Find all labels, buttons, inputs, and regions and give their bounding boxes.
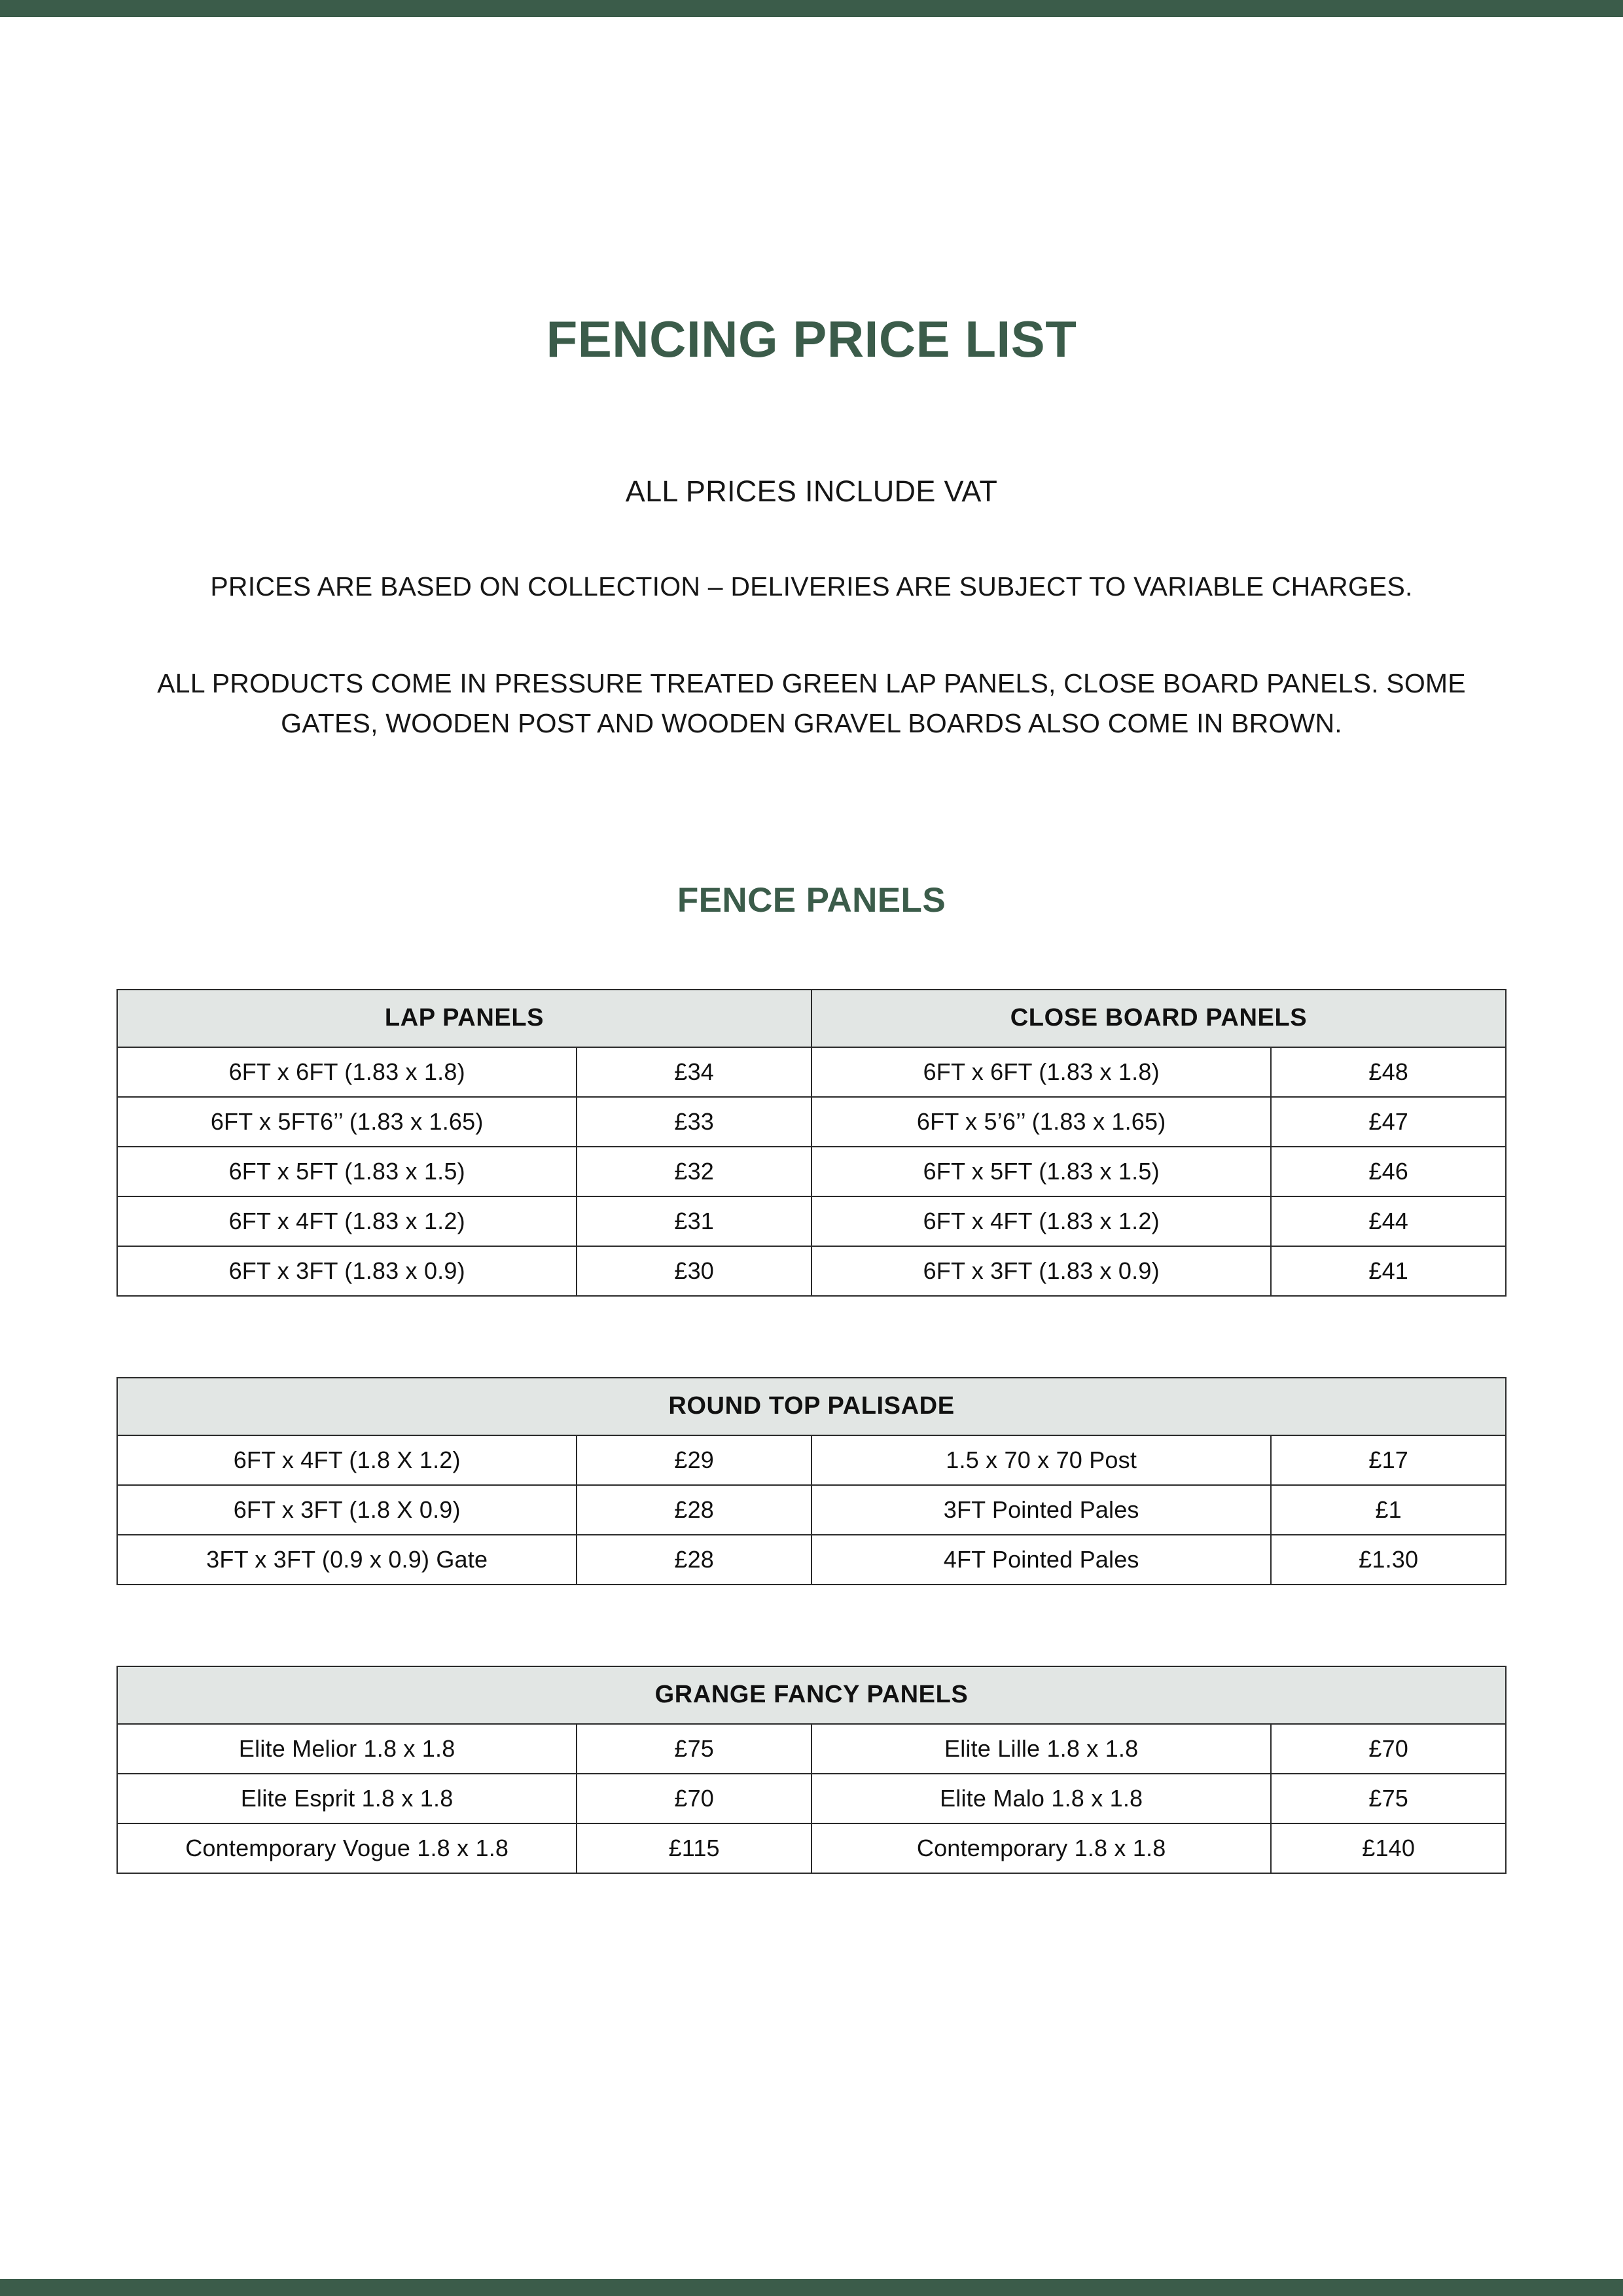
cell-price: £31 bbox=[577, 1196, 812, 1246]
cell-item: 6FT x 4FT (1.83 x 1.2) bbox=[117, 1196, 577, 1246]
cell-item: 6FT x 4FT (1.8 X 1.2) bbox=[117, 1435, 577, 1485]
cell-price: £115 bbox=[577, 1823, 812, 1873]
cell-price: £48 bbox=[1271, 1047, 1506, 1097]
cell-item: 6FT x 4FT (1.83 x 1.2) bbox=[812, 1196, 1271, 1246]
table-grange-fancy-panels bbox=[116, 1666, 1507, 1874]
cell-item: Contemporary 1.8 x 1.8 bbox=[812, 1823, 1271, 1873]
table-lap-close-board bbox=[116, 989, 1507, 1297]
table-row bbox=[117, 1485, 1506, 1535]
cell-price: £70 bbox=[577, 1774, 812, 1823]
cell-item: Contemporary Vogue 1.8 x 1.8 bbox=[117, 1823, 577, 1873]
table-row bbox=[117, 1535, 1506, 1585]
vat-note: ALL PRICES INCLUDE VAT bbox=[625, 474, 998, 508]
cell-item: 6FT x 3FT (1.83 x 0.9) bbox=[812, 1246, 1271, 1296]
cell-item: 6FT x 5’6’’ (1.83 x 1.65) bbox=[812, 1097, 1271, 1147]
cell-item: 6FT x 3FT (1.8 X 0.9) bbox=[117, 1485, 577, 1535]
section-title-fence-panels: FENCE PANELS bbox=[677, 880, 946, 920]
table-row bbox=[117, 1774, 1506, 1823]
cell-item: 3FT x 3FT (0.9 x 0.9) Gate bbox=[117, 1535, 577, 1585]
cell-price: £29 bbox=[577, 1435, 812, 1485]
cell-item: 3FT Pointed Pales bbox=[812, 1485, 1271, 1535]
table-row bbox=[117, 1196, 1506, 1246]
table-header-cell: CLOSE BOARD PANELS bbox=[812, 990, 1506, 1047]
page-title: FENCING PRICE LIST bbox=[546, 310, 1077, 368]
table-round-top-palisade bbox=[116, 1377, 1507, 1585]
table-row bbox=[117, 1724, 1506, 1774]
table-row bbox=[117, 1147, 1506, 1196]
cell-price: £28 bbox=[577, 1485, 812, 1535]
cell-price: £32 bbox=[577, 1147, 812, 1196]
table-row bbox=[117, 1823, 1506, 1873]
cell-price: £44 bbox=[1271, 1196, 1506, 1246]
cell-item: Elite Lille 1.8 x 1.8 bbox=[812, 1724, 1271, 1774]
table-header-row bbox=[117, 1378, 1506, 1435]
cell-item: 6FT x 3FT (1.83 x 0.9) bbox=[117, 1246, 577, 1296]
cell-price: £75 bbox=[1271, 1774, 1506, 1823]
products-note: ALL PRODUCTS COME IN PRESSURE TREATED GREEN LAP PANELS, CLOSE BOARD PANELS. SOME GATES, WOODEN POST AND WOODEN GRAVEL BOARDS ALSO COME IN BROWN. bbox=[157, 668, 1466, 739]
cell-item: Elite Malo 1.8 x 1.8 bbox=[812, 1774, 1271, 1823]
table-header-cell: ROUND TOP PALISADE bbox=[117, 1378, 1506, 1435]
cell-price: £1.30 bbox=[1271, 1535, 1506, 1585]
cell-price: £70 bbox=[1271, 1724, 1506, 1774]
cell-price: £34 bbox=[577, 1047, 812, 1097]
table-header-row bbox=[117, 990, 1506, 1047]
table-header-cell: LAP PANELS bbox=[117, 990, 812, 1047]
cell-price: £17 bbox=[1271, 1435, 1506, 1485]
cell-item: 6FT x 6FT (1.83 x 1.8) bbox=[812, 1047, 1271, 1097]
table-row bbox=[117, 1047, 1506, 1097]
cell-item: Elite Melior 1.8 x 1.8 bbox=[117, 1724, 577, 1774]
intro-block bbox=[105, 473, 1518, 744]
cell-item: 6FT x 5FT6’’ (1.83 x 1.65) bbox=[117, 1097, 577, 1147]
tables-container bbox=[116, 989, 1507, 1874]
cell-item: 6FT x 6FT (1.83 x 1.8) bbox=[117, 1047, 577, 1097]
cell-price: £41 bbox=[1271, 1246, 1506, 1296]
cell-price: £28 bbox=[577, 1535, 812, 1585]
cell-item: Elite Esprit 1.8 x 1.8 bbox=[117, 1774, 577, 1823]
table-row bbox=[117, 1097, 1506, 1147]
collection-note: PRICES ARE BASED ON COLLECTION – DELIVERIES ARE SUBJECT TO VARIABLE CHARGES. bbox=[210, 571, 1413, 602]
document-body bbox=[0, 17, 1623, 1874]
bottom-accent-bar bbox=[0, 2279, 1623, 2296]
cell-item: 4FT Pointed Pales bbox=[812, 1535, 1271, 1585]
cell-item: 6FT x 5FT (1.83 x 1.5) bbox=[812, 1147, 1271, 1196]
cell-item: 1.5 x 70 x 70 Post bbox=[812, 1435, 1271, 1485]
table-row bbox=[117, 1246, 1506, 1296]
table-header-cell: GRANGE FANCY PANELS bbox=[117, 1666, 1506, 1724]
top-accent-bar bbox=[0, 0, 1623, 17]
cell-price: £75 bbox=[577, 1724, 812, 1774]
table-header-row bbox=[117, 1666, 1506, 1724]
cell-price: £30 bbox=[577, 1246, 812, 1296]
cell-item: 6FT x 5FT (1.83 x 1.5) bbox=[117, 1147, 577, 1196]
cell-price: £46 bbox=[1271, 1147, 1506, 1196]
cell-price: £47 bbox=[1271, 1097, 1506, 1147]
cell-price: £33 bbox=[577, 1097, 812, 1147]
cell-price: £1 bbox=[1271, 1485, 1506, 1535]
cell-price: £140 bbox=[1271, 1823, 1506, 1873]
table-row bbox=[117, 1435, 1506, 1485]
